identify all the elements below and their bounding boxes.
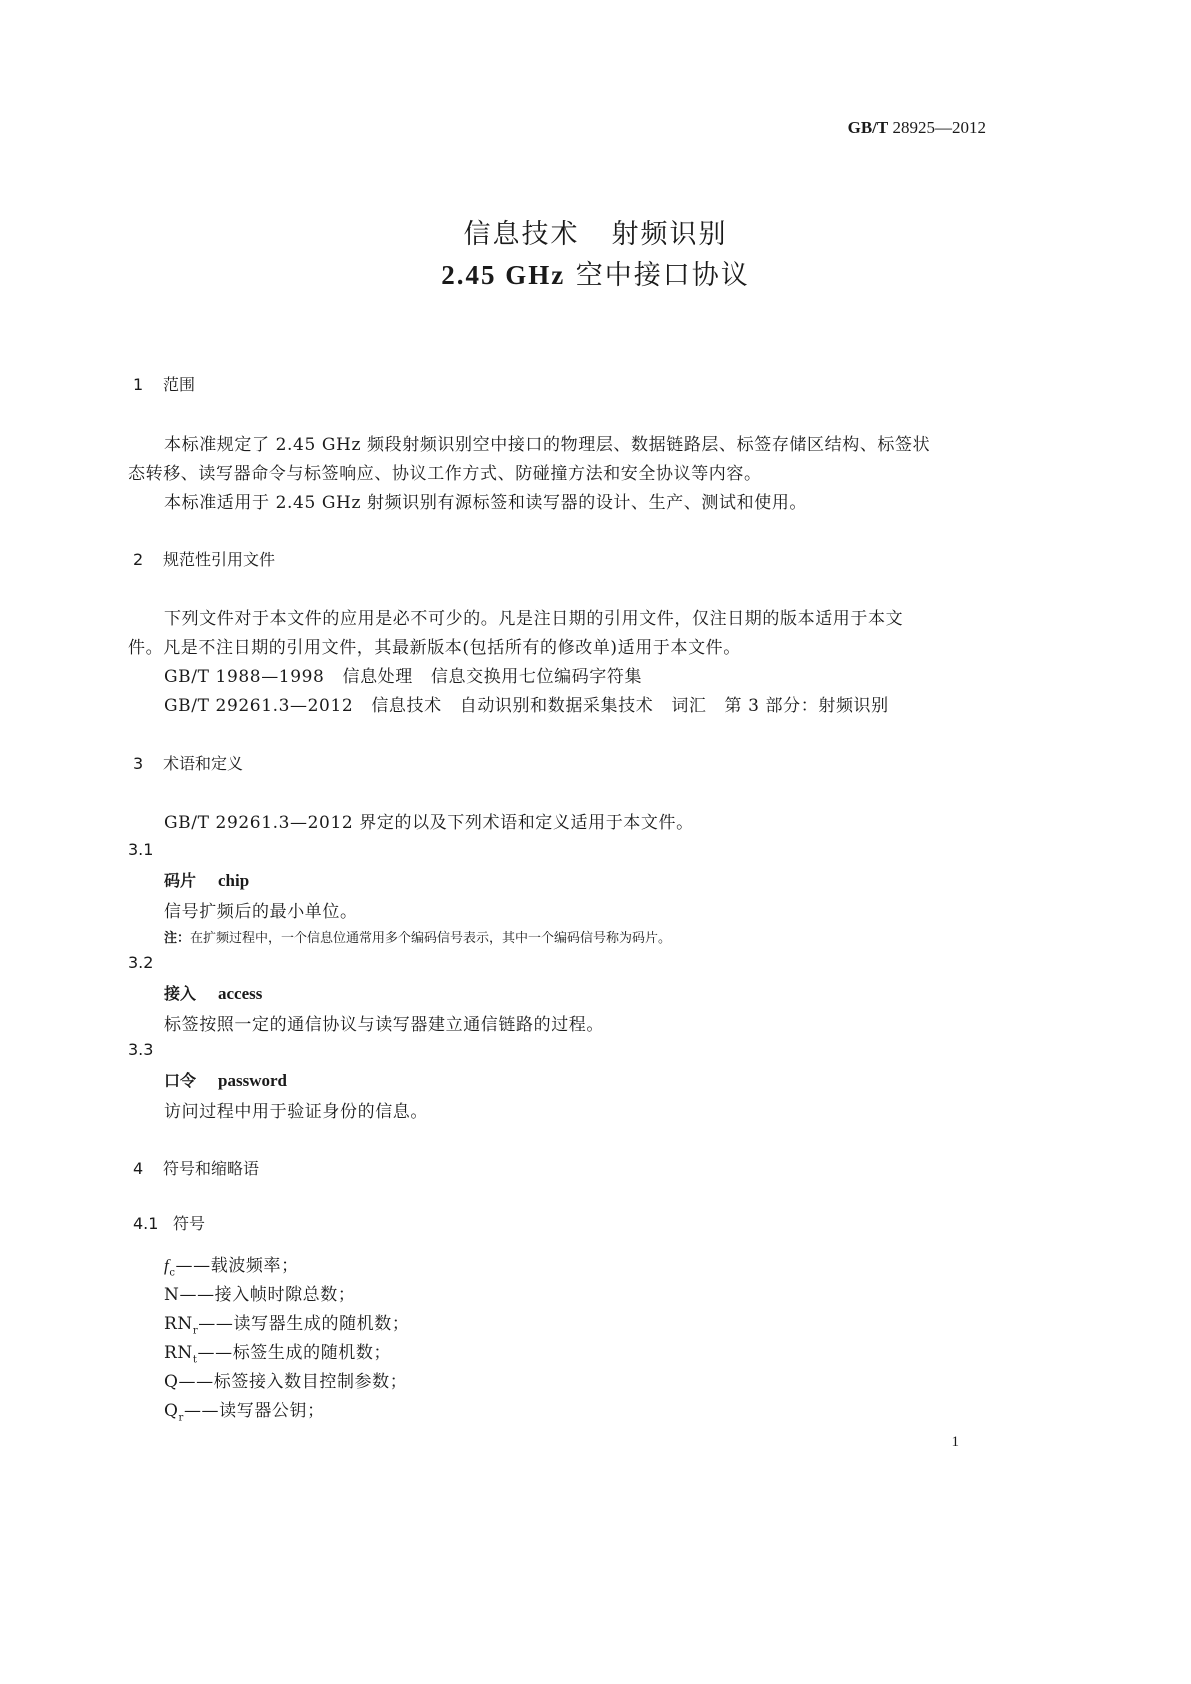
title-rest: 空中接口协议	[565, 260, 750, 291]
page-number: 1	[951, 1434, 959, 1450]
section-4-heading	[133, 1156, 259, 1179]
symbol-item	[164, 1367, 407, 1392]
title-part-b: 射频识别	[611, 219, 728, 250]
symbol-base: RN	[164, 1314, 193, 1334]
term-heading	[164, 868, 249, 891]
symbol-base: f	[164, 1256, 170, 1275]
term-zh: 码片	[164, 871, 197, 890]
symbol-base: N	[164, 1285, 180, 1305]
symbol-description: ——读写器公钥；	[183, 1401, 325, 1421]
ref-code: GB/T 1988—1998	[164, 667, 325, 687]
subsection-4-1-heading	[133, 1211, 205, 1234]
section-2-para1-line1: 下列文件对于本文件的应用是必不可少的。凡是注日期的引用文件，仅注日期的版本适用于本文	[164, 609, 904, 629]
section-number: 3	[133, 754, 144, 773]
term-number: 3.1	[128, 840, 154, 859]
term-heading	[164, 981, 262, 1004]
section-title: 范围	[163, 375, 196, 394]
ref-code: GB/T 29261.3—2012	[164, 696, 354, 716]
symbol-item	[164, 1338, 391, 1365]
symbol-subscript: r	[178, 1412, 184, 1424]
symbol-description: ——标签接入数目控制参数；	[178, 1372, 408, 1392]
section-title: 符号和缩略语	[163, 1159, 260, 1178]
term-heading	[164, 1068, 287, 1091]
symbol-base: Q	[164, 1372, 179, 1392]
term-definition: 信号扩频后的最小单位。	[164, 902, 358, 922]
note-label: 注：	[164, 931, 191, 946]
section-2-para1-line2: 件。凡是不注日期的引用文件，其最新版本(包括所有的修改单)适用于本文件。	[128, 638, 741, 658]
subsection-number: 4.1	[133, 1214, 159, 1233]
document-title-line2	[0, 253, 1191, 292]
title-freq: 2.45 GHz	[441, 260, 566, 290]
term-note	[164, 927, 671, 946]
symbol-description: ——读写器生成的随机数；	[198, 1314, 410, 1334]
section-1-heading	[133, 372, 195, 395]
term-definition: 标签按照一定的通信协议与读写器建立通信链路的过程。	[164, 1015, 604, 1035]
ref-title-b: 自动识别和数据采集技术	[459, 696, 654, 716]
note-text: 在扩频过程中，一个信息位通常用多个编码信号表示，其中一个编码信号称为码片。	[190, 931, 672, 946]
symbol-description: ——标签生成的随机数；	[197, 1343, 392, 1363]
standard-code-number: 28925—2012	[892, 118, 986, 137]
section-3-intro: GB/T 29261.3—2012 界定的以及下列术语和定义适用于本文件。	[164, 813, 694, 833]
section-1-para1-line1: 本标准规定了 2.45 GHz 频段射频识别空中接口的物理层、数据链路层、标签存储区结构、标签状	[164, 435, 931, 455]
symbol-item	[164, 1251, 299, 1278]
symbol-base: Q	[164, 1401, 179, 1421]
ref-title-a: 信息技术	[371, 696, 442, 716]
symbol-description: ——接入帧时隙总数；	[179, 1285, 356, 1305]
symbol-item	[164, 1280, 355, 1305]
section-title: 术语和定义	[163, 754, 244, 773]
standard-code-prefix: GB/T	[847, 118, 889, 137]
symbol-base: RN	[164, 1343, 193, 1363]
section-1-para1-line2: 态转移、读写器命令与标签响应、协议工作方式、防碰撞方法和安全协议等内容。	[128, 464, 762, 484]
section-number: 4	[133, 1159, 144, 1178]
ref-title-b: 信息交换用七位编码字符集	[430, 667, 643, 687]
document-title-line1	[0, 212, 1191, 251]
section-2-heading	[133, 547, 275, 570]
section-number: 2	[133, 550, 144, 569]
term-en: chip	[218, 871, 250, 890]
term-en: access	[218, 984, 263, 1003]
section-title: 规范性引用文件	[163, 550, 276, 569]
section-1-para2: 本标准适用于 2.45 GHz 射频识别有源标签和读写器的设计、生产、测试和使用。	[164, 493, 808, 513]
term-zh: 口令	[164, 1071, 197, 1090]
ref-title-a: 信息处理	[342, 667, 413, 687]
term-en: password	[218, 1071, 287, 1090]
symbol-description: ——载波频率；	[175, 1256, 299, 1276]
section-number: 1	[133, 375, 144, 394]
symbol-subscript: t	[192, 1354, 198, 1366]
ref-title-c: 词汇	[671, 696, 707, 716]
title-part-a: 信息技术	[463, 219, 580, 250]
normative-reference-1	[164, 662, 642, 687]
standard-code	[848, 118, 986, 138]
term-number: 3.3	[128, 1040, 154, 1059]
section-3-heading	[133, 751, 243, 774]
term-number: 3.2	[128, 953, 154, 972]
term-definition: 访问过程中用于验证身份的信息。	[164, 1102, 428, 1122]
subsection-title: 符号	[173, 1214, 206, 1233]
symbol-item	[164, 1396, 325, 1423]
symbol-subscript: r	[192, 1325, 199, 1337]
symbol-subscript: c	[169, 1267, 176, 1279]
term-zh: 接入	[164, 984, 197, 1003]
ref-title-d: 第 3 部分：射频识别	[724, 696, 889, 716]
symbol-item	[164, 1309, 409, 1336]
normative-reference-2	[164, 691, 889, 716]
